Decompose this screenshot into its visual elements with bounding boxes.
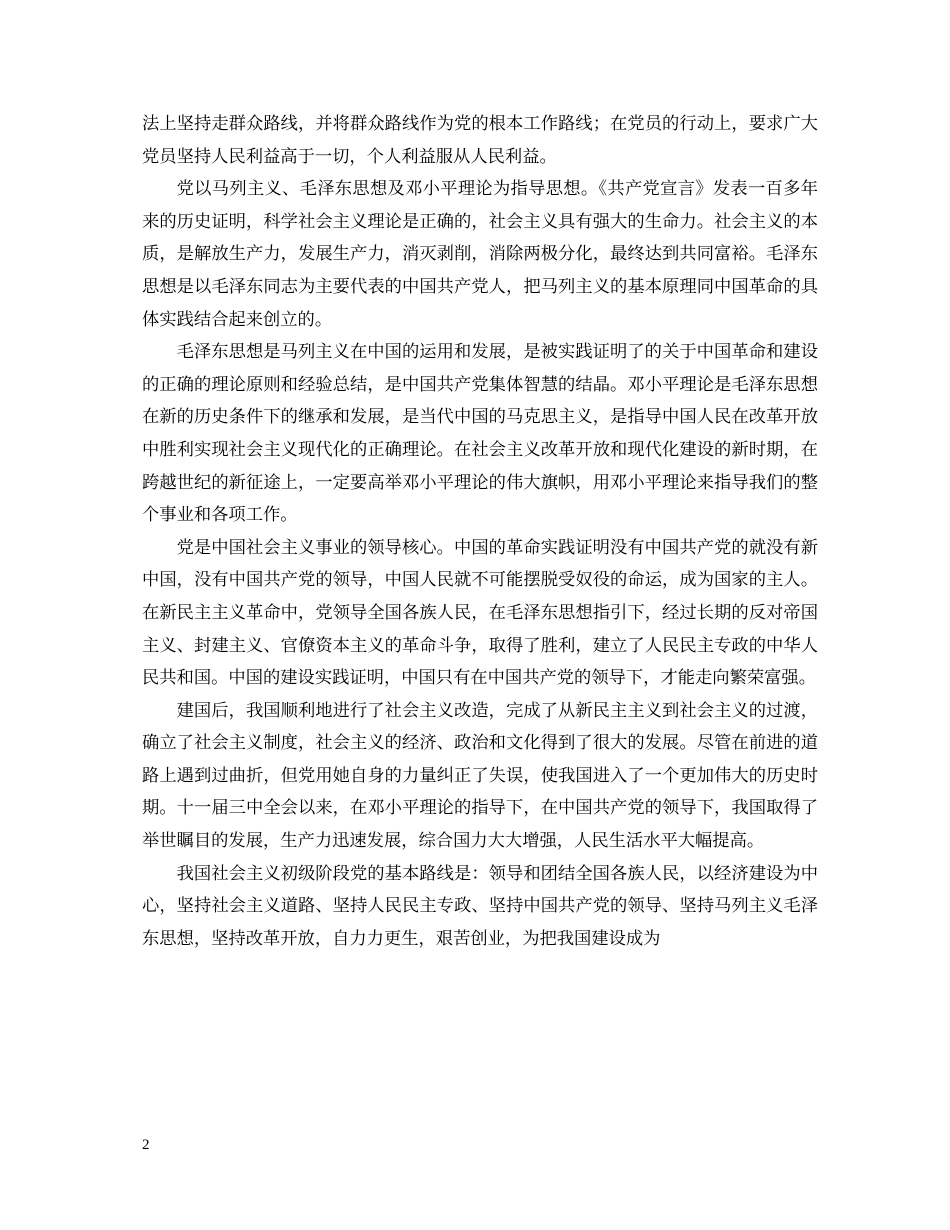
paragraph-leadership-core: 党是中国社会主义事业的领导核心。中国的革命实践证明没有中国共产党的就没有新中国，没有中国共产党的领导，中国人民就不可能摆脱受奴役的命运，成为国家的主人。在新民主主义革命中，党领导全国各族人民，在毛泽东思想指引下，经过长期的反对帝国主义、封建主义、官僚资本主义的革命斗争，取得了胜利，建立了人民民主专政的中华人民共和国。中国的建设实践证明，中国只有在中国共产党的领导下，才能走向繁荣富强。 [142,537,818,689]
paragraph-continued: 法上坚持走群众路线，并将群众路线作为党的根本工作路线；在党员的行动上，要求广大党员坚持人民利益高于一切，个人利益服从人民利益。 [142,114,818,167]
body-text [142,108,818,955]
paragraph-guiding-ideology: 党以马列主义、毛泽东思想及邓小平理论为指导思想。《共产党宣言》发表一百多年来的历史证明，科学社会主义理论是正确的，社会主义具有强大的生命力。社会主义的本质，是解放生产力，发展生产力，消灭剥削，消除两极分化，最终达到共同富裕。毛泽东思想是以毛泽东同志为主要代表的中国共产党人，把马列主义的基本原理同中国革命的具体实践结合起来创立的。 [142,179,818,330]
paragraph-after-founding: 建国后，我国顺利地进行了社会主义改造，完成了从新民主主义到社会主义的过渡，确立了社会主义制度，社会主义的经济、政治和文化得到了很大的发展。尽管在前进的道路上遇到过曲折，但党用她自身的力量纠正了失误，使我国进入了一个更加伟大的历史时期。十一届三中全会以来，在邓小平理论的指导下，在中国共产党的领导下，我国取得了举世瞩目的发展，生产力迅速发展，综合国力大大增强，人民生活水平大幅提高。 [142,700,818,852]
paragraph-basic-line: 我国社会主义初级阶段党的基本路线是：领导和团结全国各族人民，以经济建设为中心，坚持社会主义道路、坚持人民民主专政、坚持中国共产党的领导、坚持马列主义毛泽东思想，坚持改革开放，自力力更生，艰苦创业，为把我国建设成为 [142,863,818,949]
paragraph-mao-deng-theory: 毛泽东思想是马列主义在中国的运用和发展，是被实践证明了的关于中国革命和建设的正确的理论原则和经验总结，是中国共产党集体智慧的结晶。邓小平理论是毛泽东思想在新的历史条件下的继承和发展，是当代中国的马克思主义，是指导中国人民在改革开放中胜利实现社会主义现代化的正确理论。在社会主义改革开放和现代化建设的新时期，在跨越世纪的新征途上，一定要高举邓小平理论的伟大旗帜，用邓小平理论来指导我们的整个事业和各项工作。 [142,342,818,526]
page-number: 2 [142,1137,150,1153]
